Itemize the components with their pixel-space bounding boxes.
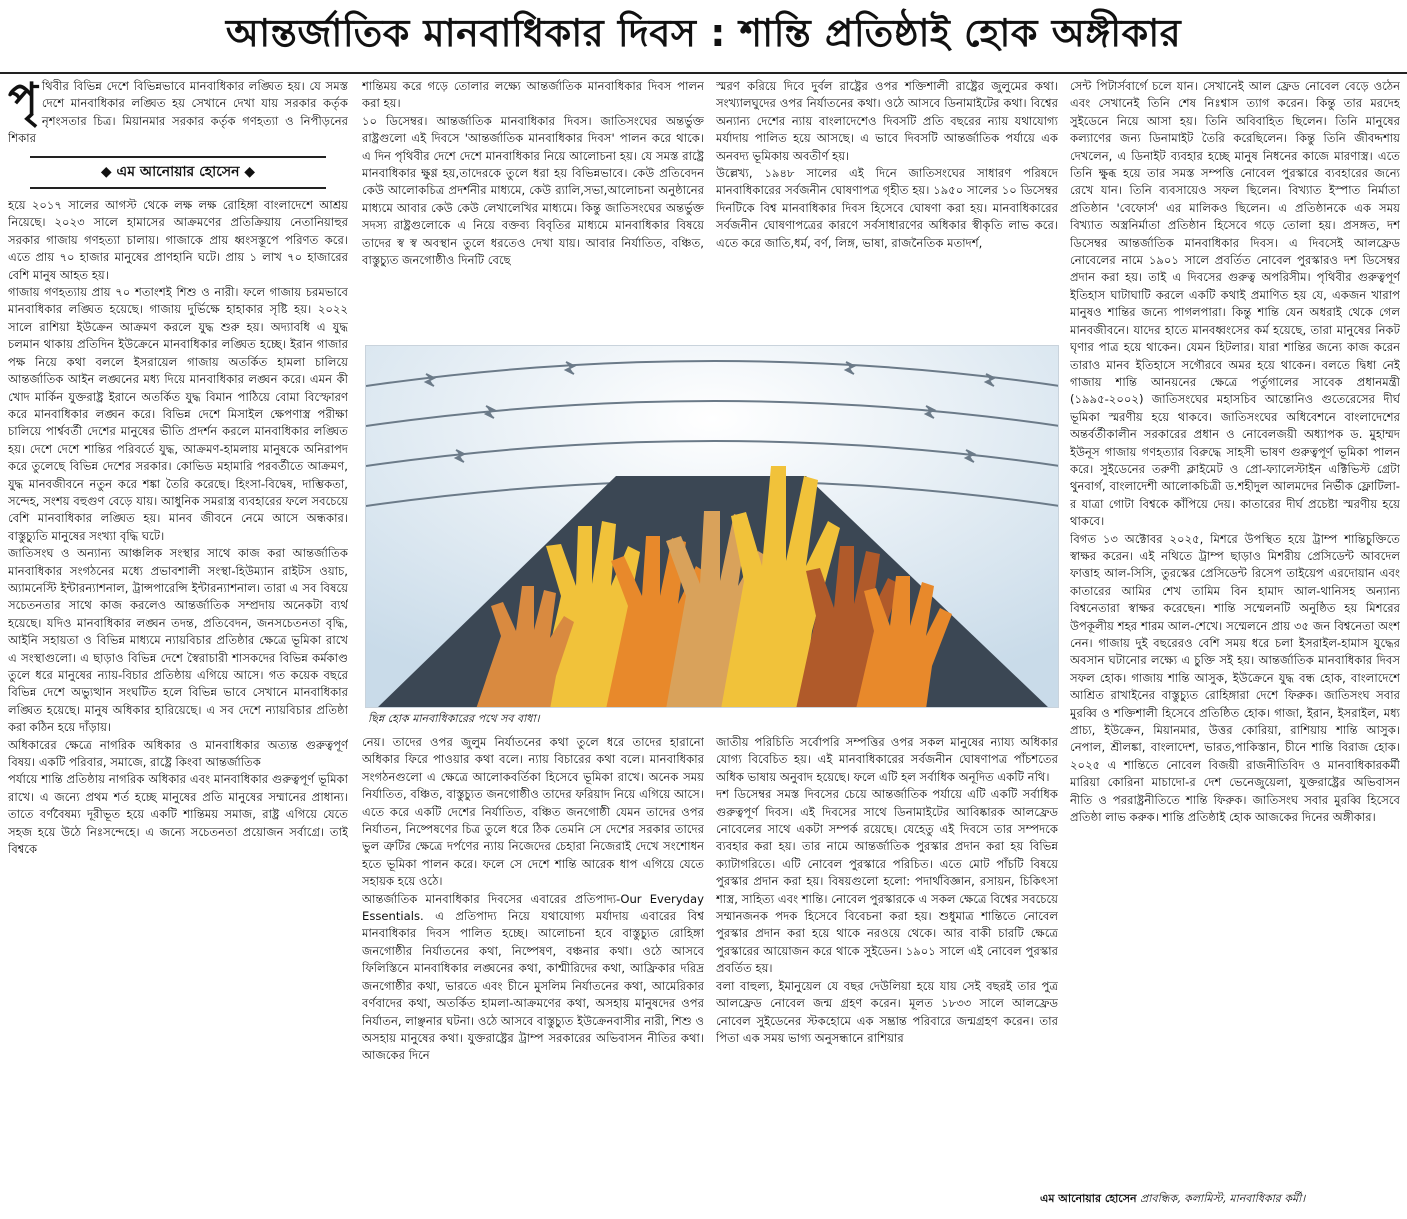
paragraph: অধিকারের ক্ষেত্রে নাগরিক অধিকার ও মানবাধিকার অত্যন্ত গুরুত্বপূর্ণ বিষয়। একটি পরিবার, সমাজে, রাষ্ট্রে কিংবা আন্তর্জাতিক (8, 737, 348, 770)
paragraph: নেয়। তাদের ওপর জুলুম নির্যাতনের কথা তুলে ধরে তাদের হারানো অধিকার ফিরে পাওয়ার কথা বলে। ন্যায় বিচারের কথা বলে। মানবাধিকার সংগঠনগুলো এ ক্ষেত্রে আলোকবর্তিকা হিসেবে ভূমিকা রাখে। অনেক সময় নির্যাতিত, বঞ্চিত, বাস্তুচ্যুত জনগোষ্ঠীও তাদের ফরিয়াদ নিয়ে এগিয়ে আসে। এতে করে একটি দেশের নির্যাতিত, বঞ্চিত জনগোষ্ঠী যেমন তাদের ওপর নির্যাতন, নিষ্পেষণের চিত্র তুলে ধরে ঠিক তেমনি সে দেশের সরকার তাদের ভুল ত্রুটির ক্ষেত্রে দর্পণের ন্যায় নিজেদের চেহারা নিজেরাই দেখে সংশোধন হতে ভূমিকা পালন করে। ফলে সে দেশে শান্তি আরেক ধাপ এগিয়ে যেতে সহায়ক হয়ে ওঠে। (362, 735, 704, 889)
hands-illustration (365, 345, 1059, 708)
paragraph: ১০ ডিসেম্বর। আন্তর্জাতিক মানবাধিকার দিবস। জাতিসংঘের অন্তর্ভুক্ত রাষ্ট্রগুলো এই দিবসে 'আন্তর্জাতিক মানবাধিকার দিবস' পালন করে থাকে। এ দিন পৃথিবীর দেশে দেশে মানবাধিকার নিয়ে আলোচনা হয়। যে সমস্ত রাষ্ট্রে মানবাধিকার ক্ষুণ্ণ হয়,তাদেরকে তুলে ধরা হয় বিভিন্নভাবে। কেউ প্রতিবেদন কেউ আলোকচিত্র প্রদর্শনীর মাধ্যমে, কেউ র‍্যালি,সভা,আলোচনা অনুষ্ঠানের মাধ্যমে আবার কেউ কেউ লেখালেখির মাধ্যমে। কিন্তু জাতিসংঘের অন্তর্ভুক্ত সদস্য রাষ্ট্রগুলোকে এ নিয়ে বক্তব্য বিবৃতির মাধ্যমে মানবাধিকার বিষয়ে তাদের স্ব স্ব অবস্থান তুলে ধরতেও দেখা যায়। আবার নির্যাতিত, বঞ্চিত, বাস্তুচ্যুত জনগোষ্ঠীও দিনটি বেছে (362, 113, 704, 268)
byline: ◆ এম আনোয়ার হোসেন ◆ (30, 156, 326, 189)
dropcap: পৃ (8, 78, 38, 125)
author-name: এম আনোয়ার হোসেন (1040, 1192, 1137, 1205)
column-4 (1070, 78, 1400, 1214)
paragraph: গাজায় গণহত্যায় প্রায় ৭০ শতাংশই শিশু ও নারী। ফলে গাজায় চরমভাবে মানবাধিকার লঙ্ঘিত হয়েছে। গাজায় দুর্ভিক্ষে হাহাকার সৃষ্টি হয়। ২০২২ সালে রাশিয়া ইউক্রেন আক্রমণ করলে যুদ্ধ শুরু হয়। অদ্যাবধি এ যুদ্ধ চলমান থাকায় প্রতিদিন ইউক্রেনে মানবাধিকার লঙ্ঘিত হচ্ছে। ইরান গাজার পক্ষ নিয়ে কথা বললে ইসরায়েল গাজায় অতর্কিত হামলা চালিয়ে আন্তর্জাতিক আইন লঙ্ঘনের মধ্য দিয়ে মানবাধিকার লঙ্ঘন করে। এমন কী খোদ মার্কিন যুক্তরাষ্ট্র ইরানে অতর্কিত যুদ্ধ বিমান পাঠিয়ে বোমা বিস্ফোরণ করে মানবাধিকার লঙ্ঘন করে। বিভিন্ন দেশে মিসাইল ক্ষেপণাস্ত্র পরীক্ষা চালিয়ে পার্শ্ববর্তী দেশের মানুষের ভীতি প্রদর্শন করলে মানবাধিকার লঙ্ঘিত হয়। দেশে দেশে শান্তির পরিবর্তে যুদ্ধ, আক্রমণ-হামলায় মানুষকে অনিরাপদ করে তুলেছে বিভিন্ন দেশের সরকার। কোভিড মহামারি পরবর্তীতে আক্রমণ, যুদ্ধ মানবজীবনে নতুন করে শঙ্কা তৈরি করেছে। হিংসা-বিদ্বেষ, দাম্ভিকতা, সন্দেহ, সংশয় বহুগুণ বেড়ে যায়। আধুনিক সমরাস্ত্র ব্যবহারের ফলে সবচেয়ে বেশি মানবাধিকার লঙ্ঘিত হয়। মানব জীবনে নেমে আসে অন্ধকার। বাস্তুচ্যুতি মানুষের সংখ্যা বৃদ্ধি ঘটে। (8, 285, 348, 543)
headline: আন্তর্জাতিক মানবাধিকার দিবস : শান্তি প্রতিষ্ঠাই হোক অঙ্গীকার (0, 0, 1407, 74)
paragraph: বলা বাহুল্য, ইমানুয়েল যে বছর দেউলিয়া হয়ে যায় সেই বছরই তার পুত্র আলফ্রেড নোবেল জন্ম গ্রহণ করেন। মূলত ১৮৩৩ সালে আলফ্রেড নোবেল সুইডেনের স্টকহোমে এক সম্ভ্রান্ত পরিবারে জন্মগ্রহণ করেন। তার পিতা এক সময় ভাগ্য অনুসন্ধানে রাশিয়ার (716, 978, 1058, 1045)
paragraph: উল্লেখ্য, ১৯৪৮ সালের এই দিনে জাতিসংঘের সাধারণ পরিষদে মানবাধিকারের সর্বজনীন ঘোষণাপত্র গৃহীত হয়। ১৯৫০ সালের ১০ ডিসেম্বর দিনটিকে বিশ্ব মানবাধিকার দিবস হিসেবে ঘোষণা করা হয়। মানবাধিকারের সর্বজনীন ঘোষণাপত্রের কারণে সর্বসাধারণের অধিকার স্বীকৃতি লাভ করে। এতে করে জাতি,ধর্ম, বর্ণ, লিঙ্গ, ভাষা, রাজনৈতিক মতাদর্শ, (716, 166, 1058, 250)
paragraph: আন্তর্জাতিক মানবাধিকার দিবসের এবারের প্রতিপাদ্য-Our Everyday Essentials. এ প্রতিপাদ্য নিয়ে যথাযোগ্য মর্যাদায় এবারের বিশ্ব মানবাধিকার দিবস পালিত হচ্ছে। আলোচনা হবে বাস্তুচ্যুত রোহিঙ্গা জনগোষ্ঠীর নির্যাতনের কথা, নিষ্পেষণ, বঞ্চনার কথা। ওঠে আসবে ফিলিস্তিনে মানবাধিকার লঙ্ঘনের কথা, কাশ্মীরিদের কথা, আফ্রিকার দরিদ্র জনগোষ্ঠীর কথা, ভারতে এবং চীনে মুসলিম নির্যাতনের কথা, আমেরিকার বর্ণবাদের কথা, অতর্কিত হামলা-আক্রমণের কথা, অসহায় মানুষদের ওপর নির্যাতন, লাঞ্ছনার ঘটনা। ওঠে আসবে বাস্তুচ্যুত ইউক্রেনবাসীর নারী, শিশু ও অসহায় মানুষের কথা। যুক্তরাষ্ট্রের ট্রাম্প সরকারের অভিবাসন নীতির কথা। আজকের দিনে (362, 891, 704, 1063)
intro-text: থিবীর বিভিন্ন দেশে বিভিন্নভাবে মানবাধিকার লঙ্ঘিত হয়। যে সমস্ত দেশে মানবাধিকার লঙ্ঘিত হয় সেখানে দেখা যায় সরকার কর্তৃক নৃশংসতার চিত্র। মিয়ানমার সরকার কর্তৃক গণহত্যা ও নিপীড়নের শিকার (8, 79, 348, 146)
column-1 (8, 78, 348, 1214)
paragraph: পর্যায়ে শান্তি প্রতিষ্ঠায় নাগরিক অধিকার এবং মানবাধিকার গুরুত্বপূর্ণ ভূমিকা রাখে। এ জন্যে প্রথম শর্ত হচ্ছে মানুষের প্রতি মানুষের সম্মানের প্রাধান্য। তাতে বর্ণবৈষম্য দূরীভূত হয়ে একটি শান্তিময় সমাজ, রাষ্ট্র এগিয়ে যেতে সহজ হয়ে উঠে নিঃসন্দেহে। এ জন্যে সচেতনতা প্রয়োজন সর্বাগ্রে। তাই বিশ্বকে (8, 772, 348, 857)
paragraph: স্মরণ করিয়ে দিবে দুর্বল রাষ্ট্রের ওপর শক্তিশালী রাষ্ট্রের জুলুমের কথা। সংখ্যালঘুদের ওপর নির্যাতনের কথা। ওঠে আসবে ডিনামাইটের কথা। বিশ্বের অন্যান্য দেশের ন্যায় বাংলাদেশেও দিবসটি প্রতি বছরের ন্যায় যথাযোগ্য মর্যাদায় পালিত হয়ে আসছে। এ ভাবে দিবসটি আন্তর্জাতিক পর্যায়ে এক অনবদ্য ভূমিকায় অবতীর্ণ হয়। (716, 79, 1058, 163)
paragraph: হয়ে ২০১৭ সালের আগস্ট থেকে লক্ষ লক্ষ রোহিঙ্গা বাংলাদেশে আশ্রয় নিয়েছে। ২০২৩ সালে হামাসের আক্রমণের প্রতিক্রিয়ায় নেতানিয়াহুর সরকার গাজায় গণহত্যা চালায়। গাজাকে প্রায় ধ্বংসস্তূপে পরিণত করে। এতে প্রায় ৭০ হাজার মানুষের প্রাণহানি ঘটে। প্রায় ১ লাখ ৭০ হাজারের বেশি মানুষ আহত হয়। (8, 198, 348, 282)
intro-paragraph (8, 78, 348, 148)
hands-barbed-wire-image (366, 346, 1059, 708)
paragraph: দশ ডিসেম্বর সমস্ত দিবসের চেয়ে আন্তর্জাতিক পর্যায়ে এটি একটি সর্বাধিক গুরুত্বপূর্ণ দিবস। এই দিবসের সাথে ডিনামাইটের আবিষ্কারক আলফ্রেড নোবেলের সাথে একটা সম্পর্ক রয়েছে। যেহেতু এই দিবসে তার সম্পদকে ব্যবহার করা হয়। তার নামে আন্তর্জাতিক পুরস্কার প্রদান করা হয় বিভিন্ন ক্যাটাগরিতে। এটি নোবেল পুরস্কারে পরিচিত। এতে মোট পাঁচটি বিষয়ে পুরস্কার প্রদান করা হয়। বিষয়গুলো হলো: পদার্থবিজ্ঞান, রসায়ন, চিকিৎসা শাস্ত্র, সাহিত্য এবং শান্তি। নোবেল পুরস্কারকে এ সকল ক্ষেত্রে বিশ্বের সবচেয়ে সম্মানজনক পদক হিসেবে বিবেচনা করা হয়। শুধুমাত্র শান্তিতে নোবেল পুরস্কার প্রদান করা হয়ে থাকে নরওয়ে থেকে। আর বাকী চারটি ক্ষেত্রে পুরস্কারের আয়োজন করে থাকে সুইডেন। ১৯০১ সালে এই নোবেল পুরস্কার প্রবর্তিত হয়। (716, 787, 1058, 976)
column-2-bottom (362, 734, 704, 1214)
paragraph: বিগত ১৩ অক্টোবর ২০২৫, মিশরে উপস্থিত হয়ে ট্রাম্প শান্তিচুক্তিতে স্বাক্ষর করেন। এই নথিতে ট্রাম্প ছাড়াও মিশরীয় প্রেসিডেন্ট আবদেল ফাত্তাহ আল-সিসি, তুরস্কের প্রেসিডেন্ট রিসেপ তাইয়েপ এরদোয়ান এবং কাতারের আমির শেখ তামিম বিন হামাদ আল-থানিসহ অন্যান্য বিশ্বনেতারা স্বাক্ষর করেছেন। শান্তি সম্মেলনটি অনুষ্ঠিত হয় মিশরের উপকূলীয় শহর শারম আল-শেখে। সম্মেলনে প্রায় ৩৫ জন বিশ্বনেতা অংশ নেন। গাজায় দুই বছরেরও বেশি সময় ধরে চলা ইসরাইল-হামাস যুদ্ধের অবসান ঘটানোর লক্ষ্যে এ চুক্তি সই হয়। আন্তর্জাতিক মানবাধিকার দিবস সফল হোক। গাজায় শান্তি আসুক, ইউক্রেনে যুদ্ধ বন্ধ হোক, বাংলাদেশে আশ্রিত রাখাইনের বাস্তুচ্যুত রোহিঙ্গারা দেশে ফিরুক। জাতিসংঘ সবার মুরব্বি ও শক্তিশালী হিসেবে প্রতিষ্ঠিত হোক। গাজা, ইরান, ইসরাইল, মধ্য প্রাচ্য, ইউক্রেন, মিয়ানমার, উত্তর কোরিয়া, রাশিয়ায় শান্তি আসুক। নেপাল, শ্রীলঙ্কা, বাংলাদেশ, ভারত,পাকিস্তান, চীনে শান্তি বিরাজ হোক। ২০২৫ এ শান্তিতে নোবেল বিজয়ী রাজনীতিবিদ ও মানবাধিকারকর্মী মারিয়া কোরিনা মাচাদো-র দেশ ভেনেজুয়েলা, যুক্তরাষ্ট্রের অভিবাসন নীতি ও পররাষ্ট্রনীতিতে শান্তি ফিরুক। জাতিসংঘ সবার মুরব্বি হিসেবে প্রতিষ্ঠা লাভ করুক। শান্তি প্রতিষ্ঠাই হোক আজকের দিনের অঙ্গীকার। (1070, 531, 1400, 825)
paragraph: সেন্ট পিটার্সবার্গে চলে যান। সেখানেই আল ফ্রেড নোবেল বেড়ে ওঠেন এবং সেখানেই তিনি শেষ নিঃশ্বাস ত্যাগ করেন। কিন্তু তার মরদেহ সুইডেনে নিয়ে আসা হয়। তিনি অবিবাহিত ছিলেন। তিনি মানুষের কল্যাণের জন্য ডিনামাইট তৈরি করেছিলেন। কিন্তু তিনি জীবদ্দশায় দেখলেন, এ ডিনাইট ব্যবহার হচ্ছে মানুষ নিধনের কাজে মারণাস্ত্র। এতে তিনি ক্ষুব্ধ হয়ে তার সমস্ত সম্পত্তি নোবেল পুরস্কারে ব্যবহারের জন্যে রেখে যান। তিনি ব্যবসায়েও সফল ছিলেন। বিখ্যাত ইস্পাত নির্মাতা প্রতিষ্ঠান 'বেফোর্স' এর মালিকও ছিলেন। এ প্রতিষ্ঠানকে এক সময় বিখ্যাত অস্ত্রনির্মাতা প্রতিষ্ঠান হিসেবে গড়ে তোলা হয়। প্রসঙ্গত, দশ ডিসেম্বর আন্তর্জাতিক মানবাধিকার দিবস। এ দিবসেই আলফ্রেড নোবেলের নামে ১৯০১ সালে প্রবর্তিত নোবেল পুরস্কারও দশ ডিসেম্বর প্রদান করা হয়। তাই এ দিবসের গুরুত্ব অপরিসীম। পৃথিবীর গুরুত্বপূর্ণ ইতিহাস ঘাটাঘাটি করলে একটি কথাই প্রমাণিত হয় যে, একজন খারাপ মানুষও শান্তির জন্যে পাগলপারা। কিন্তু শান্তি যেন অধরাই থেকে গেল মানবজীবনে। যাদের হাতে মানবধ্বংসের কর্ম হয়েছে, তারা মানুষের নিকট ঘৃণার পাত্র হয়ে থাকেন। যেমন হিটলার। যারা শান্তির জন্যে কাজ করেন তারাও মানব ইতিহাসে সগৌরবে অমর হয়ে থাকেন। বলতে দ্বিধা নেই গাজায় শান্তি আনয়নের ক্ষেত্রে পর্তুগালের সাবেক প্রধানমন্ত্রী (১৯৯৫-২০০২) জাতিসংঘের মহাসচিব আন্তোনিও গুতেরেসের দীর্ঘ ভূমিকা স্মরণীয় হয়ে থাকবে। জাতিসংঘের অধিবেশনে বাংলাদেশের অন্তর্বর্তীকালীন সরকারের প্রধান ও নোবেলজয়ী অধ্যাপক ড. মুহাম্মদ ইউনূস গাজায় গণহত্যার বিরুদ্ধে সাহসী ভাষণ গুরুত্বপূর্ণ ভূমিকা পালন করে। সুইডেনের তরুণী ক্লাইমেট ও প্রো-ফ্যালেস্টাইন এক্টিভিস্ট গ্রেটা থুনবার্গ, বাংলাদেশী আলোকচিত্রী ড.শহীদুল আলমদের নির্ভীক ফ্লোটিলা-র যাত্রা গোটা বিশ্বকে কাঁপিয়ে দেয়। কাতারের দীর্ঘ প্রচেষ্টা স্মরণীয় হয়ে থাকবে। (1070, 79, 1400, 529)
author-footnote (1040, 1190, 1400, 1210)
column-3-bottom (716, 734, 1058, 1154)
figure-caption: ছিন্ন হোক মানবাধিকারের পথে সব বাধা। (368, 712, 540, 725)
paragraph: জাতীয় পরিচিতি সর্বোপরি সম্পত্তির ওপর সকল মানুষের ন্যায্য অধিকার যোগ্য বিবেচিত হয়। এই মানবাধিকারের সর্বজনীন ঘোষণাপত্র পাঁচশতের অধিক ভাষায় অনুবাদ হয়েছে। ফলে এটি হল সর্বাধিক অনূদিত একটি নথি। (716, 735, 1058, 784)
paragraph: শান্তিময় করে গড়ে তোলার লক্ষ্যে আন্তর্জাতিক মানবাধিকার দিবস পালন করা হয়। (362, 79, 704, 111)
author-description: প্রাবন্ধিক, কলামিস্ট, মানবাধিকার কর্মী। (1140, 1192, 1306, 1205)
column-2-top (362, 78, 704, 340)
paragraph: জাতিসংঘ ও অন্যান্য আঞ্চলিক সংস্থার সাথে কাজ করা আন্তর্জাতিক মানবাধিকার সংগঠনের মধ্যে প্রভাবশালী সংস্থা-হিউম্যান রাইটস ওয়াচ, অ্যামনেস্টি ইন্টারন্যাশনাল, ট্রান্সপারেন্সি ইন্টারন্যাশনাল। তারা এ সব বিষয়ে সচেতনতার সাথে কাজ করলেও আন্তর্জাতিক সম্প্রদায় অনেকটা ব্যর্থ হয়েছে। যদিও মানবাধিকার লঙ্ঘন তদন্ত, প্রতিবেদন, জনসচেতনতা বৃদ্ধি, আইনি সহায়তা ও বিভিন্ন মাধ্যমে ন্যায়বিচার প্রতিষ্ঠার ক্ষেত্রে ভূমিকা রাখে এ সংস্থাগুলো। এ ছাড়াও বিভিন্ন দেশে স্বৈরাচারী শাসকদের বিভিন্ন কর্মকাণ্ড তুলে ধরে মানুষের ন্যায়-বিচার প্রতিষ্ঠায় এগিয়ে আসে। গত কয়েক বছরে বিভিন্ন দেশে অভ্যুত্থান সংঘটিত হলে বিভিন্ন ভাবে সেখানে মানবাধিকার লঙ্ঘিত হয়েছে। মানুষ অধিকার হারিয়েছে। এ সব দেশে ন্যায়বিচার প্রতিষ্ঠা করা কঠিন হয়ে দাঁড়ায়। (8, 546, 348, 735)
column-3-top (716, 78, 1058, 340)
